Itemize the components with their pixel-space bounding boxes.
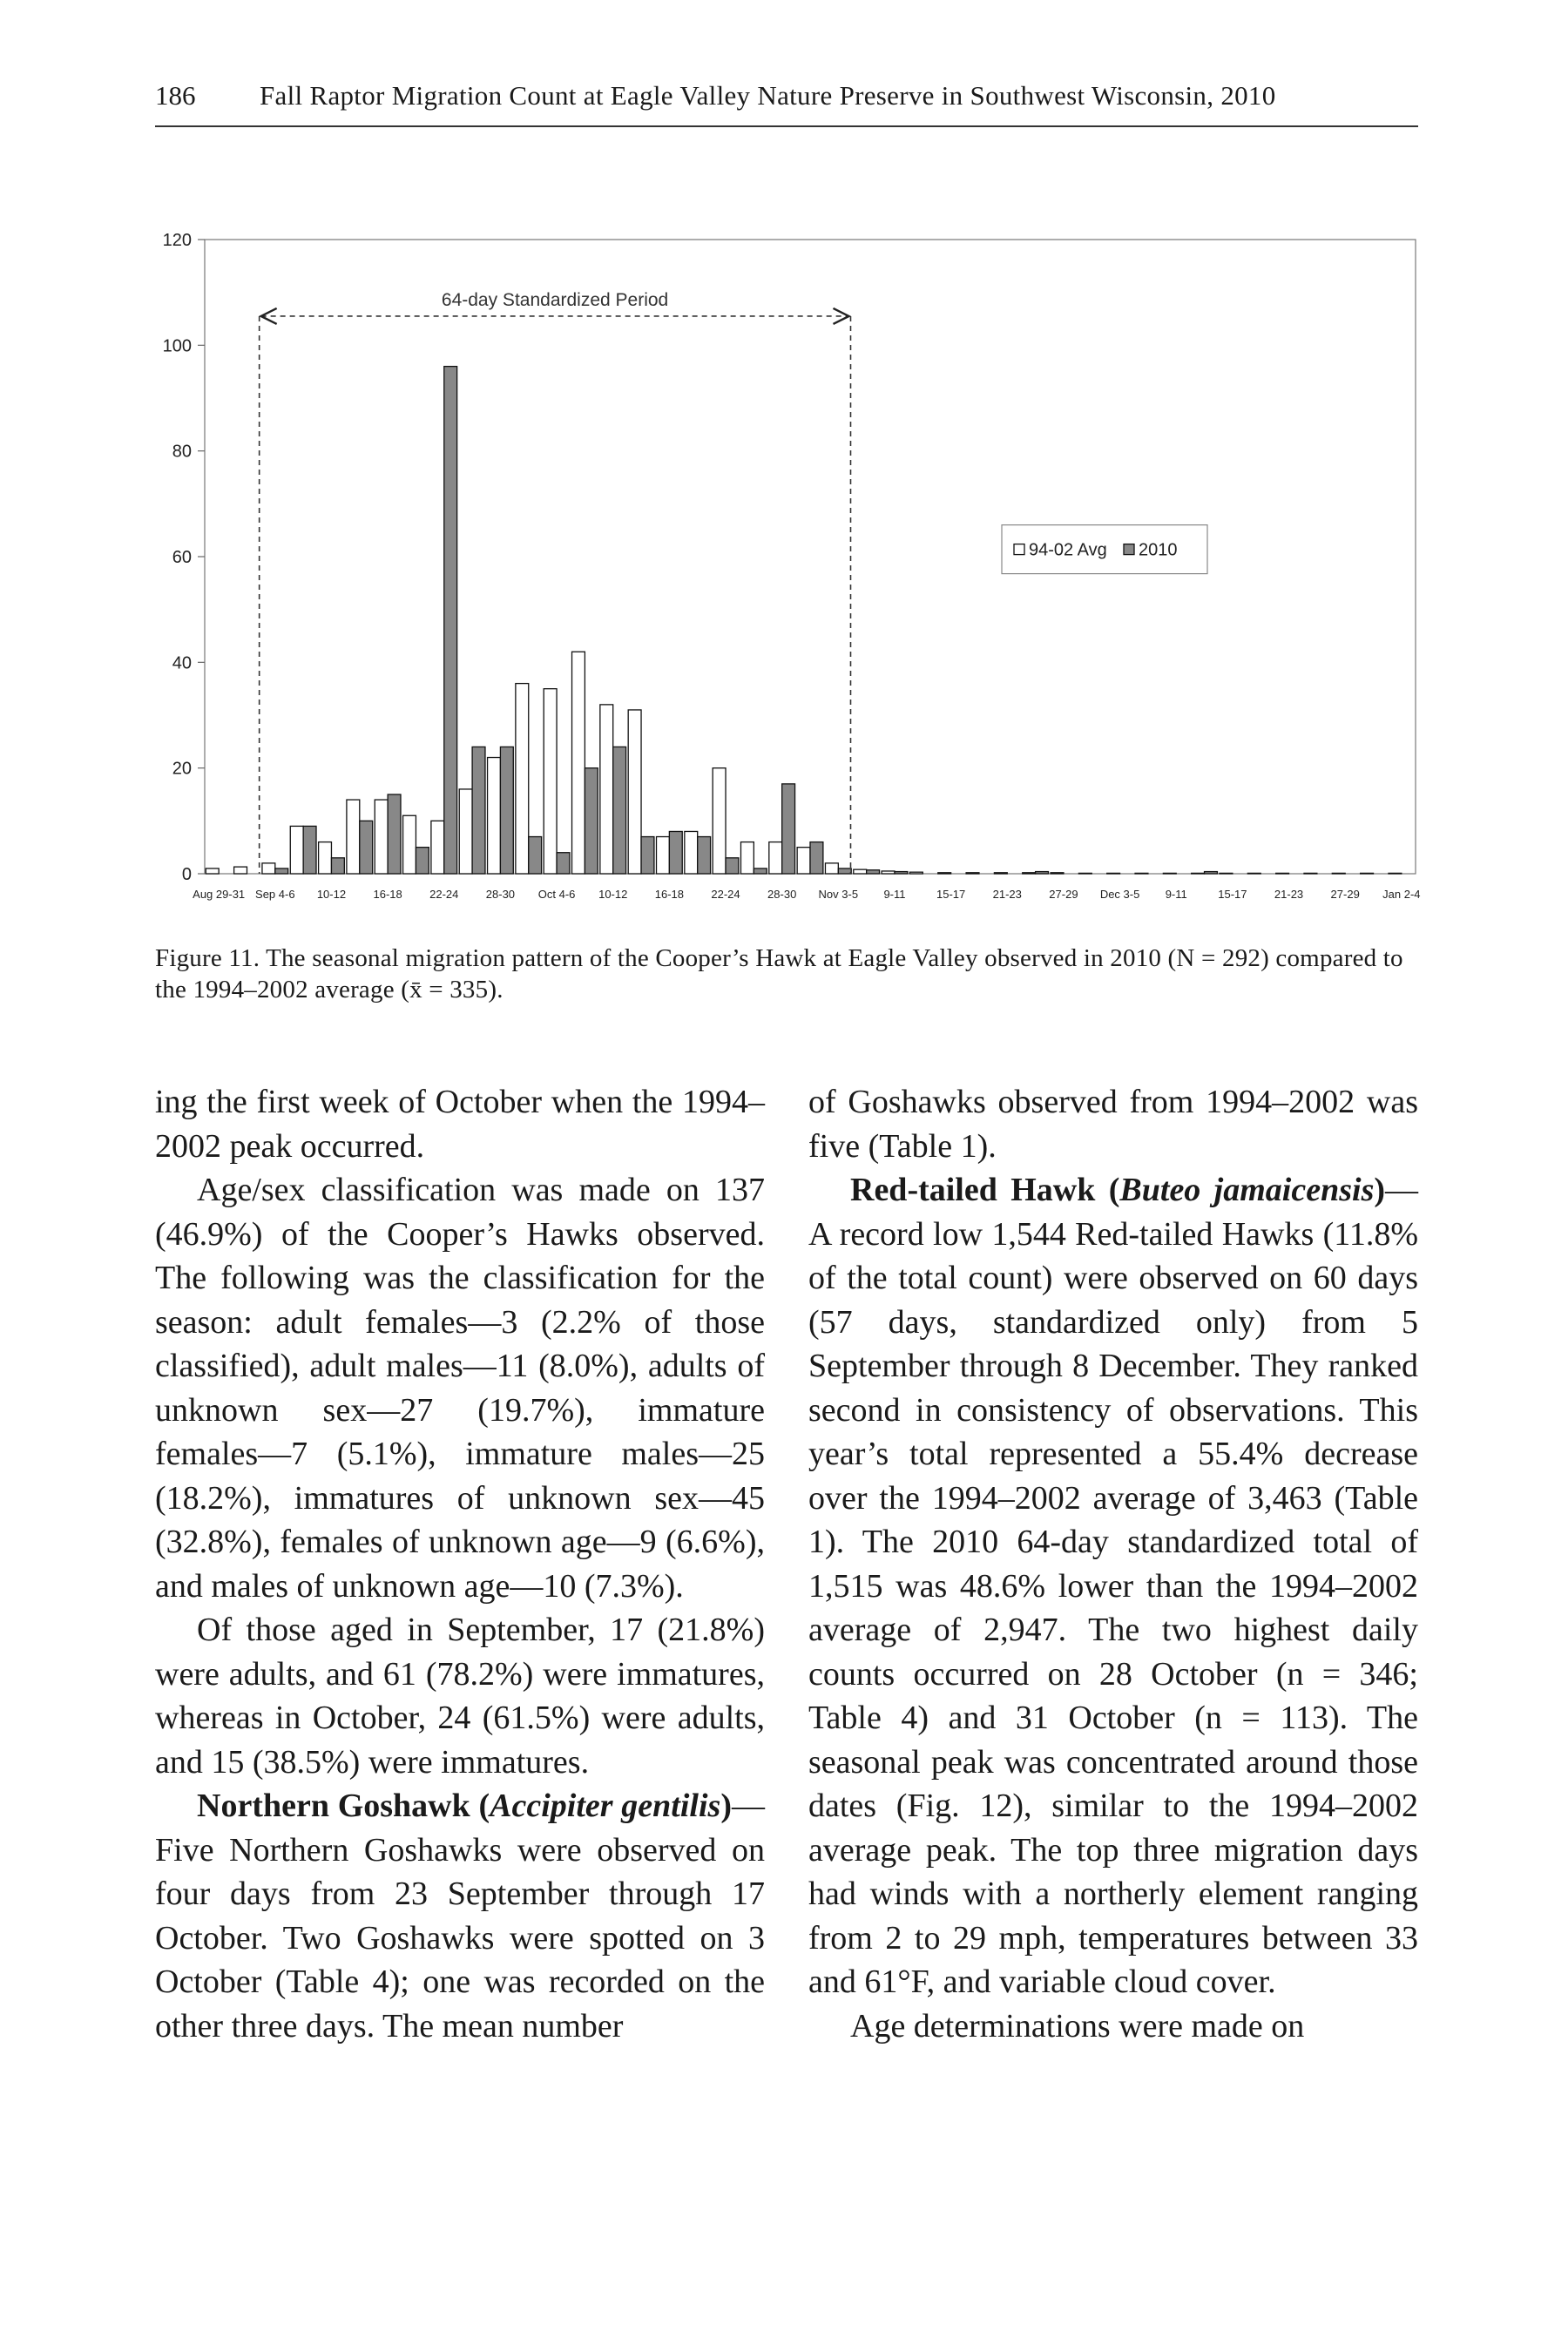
bar-avg xyxy=(262,863,275,874)
x-tick-label: 9-11 xyxy=(883,888,906,901)
legend-swatch xyxy=(1014,544,1024,555)
bar-2010 xyxy=(275,868,288,874)
bar-2010 xyxy=(698,837,711,874)
bar-avg xyxy=(882,871,895,874)
bar-2010 xyxy=(838,868,851,874)
bar-2010 xyxy=(641,837,654,874)
x-tick-label: 27-29 xyxy=(1330,888,1360,901)
bar-avg xyxy=(797,848,810,874)
bar-avg xyxy=(1192,873,1205,874)
legend-label: 2010 xyxy=(1139,540,1178,560)
figure-caption: Figure 11. The seasonal migration pattern of the Cooper’s Hawk at Eagle Valley observed in 2010 (N = 292) compared to the 1994–2002 average (x̄ = 335). xyxy=(155,944,1403,1004)
bar-avg xyxy=(1361,873,1374,874)
bar-2010 xyxy=(1036,872,1049,874)
bar-2010 xyxy=(444,367,457,874)
bar-avg xyxy=(740,842,754,874)
bar-avg xyxy=(403,815,416,874)
bar-avg xyxy=(516,684,529,874)
bar-2010 xyxy=(810,842,823,874)
x-tick-label: 15-17 xyxy=(936,888,966,901)
y-tick-label: 40 xyxy=(172,653,192,673)
bar-avg xyxy=(909,872,923,874)
bar-avg xyxy=(1078,873,1092,874)
bar-2010 xyxy=(613,747,626,874)
paragraph: Age/sex classification was made on 137 (46.9%) of the Cooper’s Hawks observed. The following was the classification for the season: adult females—3 (2.2% of those classified), adult males—11 (8.0%), adults of unknown sex—27 (19.7%), immature females—7 (5.1%), immature males—25 (18.2%), immatures of unknown sex—45 (32.8%), females of unknown age—9 (6.6%), and males of unknown age—10 (7.3%). xyxy=(155,1172,765,1605)
bar-avg xyxy=(966,873,979,874)
page-number: 186 xyxy=(155,80,196,111)
paragraph: ing the first week of October when the 1994–2002 peak occurred. xyxy=(155,1084,765,1165)
bar-avg xyxy=(713,768,726,874)
bar-avg xyxy=(459,789,472,874)
bar-2010 xyxy=(557,853,570,874)
scientific-name: Accipiter gentilis xyxy=(490,1788,721,1824)
paragraph: Age determinations were made on xyxy=(850,2007,1305,2044)
bar-2010 xyxy=(416,848,429,874)
x-tick-label: 28-30 xyxy=(485,888,516,901)
bar-avg xyxy=(600,705,613,874)
page-header xyxy=(155,80,1418,127)
x-tick-label: 22-24 xyxy=(429,888,459,901)
y-tick-label: 80 xyxy=(172,442,192,462)
bar-avg xyxy=(994,873,1007,874)
bar-avg xyxy=(234,867,247,874)
bar-avg xyxy=(769,842,782,874)
legend-label: 94-02 Avg xyxy=(1029,540,1107,560)
bar-avg xyxy=(544,689,557,874)
bar-avg xyxy=(1276,873,1289,874)
y-tick-label: 120 xyxy=(162,231,192,250)
scientific-name: Buteo jamaicensis xyxy=(1119,1172,1375,1208)
x-tick-label: Jan 2-4 xyxy=(1382,888,1421,901)
x-tick-label: 22-24 xyxy=(711,888,740,901)
paragraph: Of those aged in September, 17 (21.8%) were adults, and 61 (78.2%) were immatures, whereas in October, 24 (61.5%) were adults, and 15 (38.5%) were immatures. xyxy=(155,1612,765,1781)
bar-2010 xyxy=(895,872,908,874)
bar-avg xyxy=(488,758,501,874)
x-tick-label: Aug 29-31 xyxy=(193,888,246,901)
x-tick-label: 28-30 xyxy=(767,888,797,901)
bar-2010 xyxy=(360,821,373,874)
bar-2010 xyxy=(782,784,795,874)
y-tick-label: 100 xyxy=(162,336,192,356)
left-column xyxy=(155,1080,765,2048)
species-heading: Northern Goshawk (Accipiter gentilis) xyxy=(197,1788,732,1824)
bar-avg xyxy=(657,837,670,874)
paragraph: of Goshawks observed from 1994–2002 was five (Table 1). xyxy=(808,1084,1418,1165)
y-tick-label: 20 xyxy=(172,759,192,779)
x-tick-label: 15-17 xyxy=(1218,888,1247,901)
bar-2010 xyxy=(754,868,767,874)
bar-avg xyxy=(1163,873,1176,874)
bar-avg xyxy=(1247,873,1260,874)
bar-avg xyxy=(431,821,444,874)
figure-11-chart xyxy=(131,209,1437,923)
running-title: Fall Raptor Migration Count at Eagle Valley Nature Preserve in Southwest Wisconsin, 2010 xyxy=(260,80,1276,111)
bar-2010 xyxy=(331,858,344,874)
bar-avg xyxy=(628,710,641,874)
x-tick-label: 16-18 xyxy=(373,888,402,901)
bar-avg xyxy=(1304,873,1317,874)
bar-avg xyxy=(1023,873,1036,874)
chart-svg xyxy=(131,209,1437,923)
bar-avg xyxy=(825,863,838,874)
bar-2010 xyxy=(500,747,513,874)
bar-avg xyxy=(347,800,360,874)
y-tick-label: 60 xyxy=(172,548,192,567)
y-tick-label: 0 xyxy=(181,865,192,884)
x-tick-label: 21-23 xyxy=(992,888,1022,901)
right-column xyxy=(808,1080,1418,2048)
x-tick-label: Nov 3-5 xyxy=(818,888,859,901)
bar-avg xyxy=(1389,873,1402,874)
bar-2010 xyxy=(1205,872,1218,874)
goshawk-paragraph: Northern Goshawk (Accipiter gentilis)—Five Northern Goshawks were observed on four days from 23 September through 17 October. Two Goshawks were spotted on 3 October (Table 4); one was recorded on the other three days. The mean number xyxy=(155,1788,765,2044)
x-tick-label: Sep 4-6 xyxy=(255,888,295,901)
bar-2010 xyxy=(529,837,542,874)
x-tick-label: 16-18 xyxy=(654,888,684,901)
bar-2010 xyxy=(867,870,880,874)
period-label: 64-day Standardized Period xyxy=(441,289,669,310)
bar-avg xyxy=(206,868,219,874)
x-tick-label: 21-23 xyxy=(1274,888,1304,901)
bar-avg xyxy=(1135,873,1148,874)
bar-2010 xyxy=(388,794,401,874)
bar-2010 xyxy=(669,831,682,874)
bar-2010 xyxy=(472,747,485,874)
legend-swatch xyxy=(1124,544,1134,555)
x-tick-label: 27-29 xyxy=(1049,888,1078,901)
bar-avg xyxy=(375,800,388,874)
x-tick-label: Oct 4-6 xyxy=(537,888,576,901)
bar-avg xyxy=(1051,873,1064,874)
bar-avg xyxy=(1332,873,1345,874)
species-heading: Red-tailed Hawk (Buteo jamaicensis) xyxy=(850,1172,1386,1208)
plot-frame xyxy=(205,240,1416,874)
x-tick-label: 10-12 xyxy=(598,888,628,901)
x-tick-label: Dec 3-5 xyxy=(1099,888,1140,901)
bar-avg xyxy=(938,873,951,874)
x-tick-label: 10-12 xyxy=(316,888,347,901)
bar-avg xyxy=(319,842,332,874)
bar-avg xyxy=(572,652,585,874)
bar-avg xyxy=(854,869,867,874)
redtail-paragraph: Red-tailed Hawk (Buteo jamaicensis)—A record low 1,544 Red-tailed Hawks (11.8% of the total count) were observed on 60 days (57 days, standardized only) from 5 September through 8 December. They ranked second in consistency of observations. This year’s total represented a 55.4% decrease over the 1994–2002 average of 3,463 (Table 1). The 2010 64-day standardized total of 1,515 was 48.6% lower than the 1994–2002 average of 2,947. The two highest daily counts occurred on 28 October (n = 346; Table 4) and 31 October (n = 113). The seasonal peak was concentrated around those dates (Fig. 12), similar to the 1994–2002 average peak. The top three migration days had winds with a northerly element ranging from 2 to 29 mph, temperatures between 33 and 61°F, and variable cloud cover. xyxy=(808,1172,1419,2000)
bar-2010 xyxy=(726,858,739,874)
bar-2010 xyxy=(585,768,598,874)
x-tick-label: 9-11 xyxy=(1165,888,1187,901)
bar-avg xyxy=(290,826,303,874)
bar-avg xyxy=(685,831,698,874)
bar-2010 xyxy=(303,826,316,874)
bar-avg xyxy=(1107,873,1120,874)
bar-avg xyxy=(1220,873,1233,874)
